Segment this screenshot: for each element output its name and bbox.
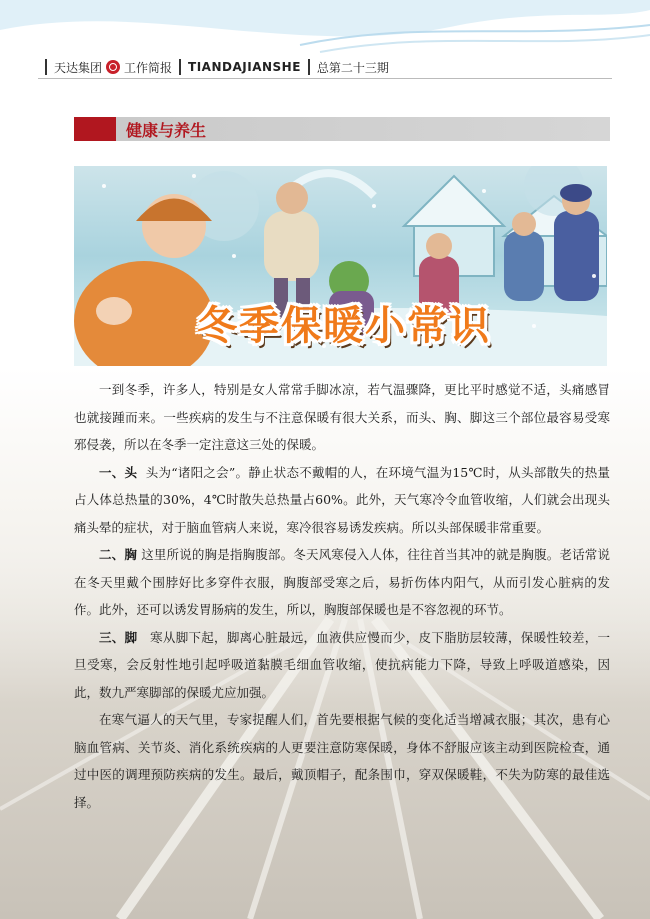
- section-accent-block: [74, 117, 116, 141]
- foot-label: 三、脚: [99, 629, 138, 645]
- company-logo-icon: [106, 60, 120, 74]
- chest-label: 二、胸: [99, 547, 138, 562]
- chest-text: 这里所说的胸是指胸腹部。冬天风寒侵入人体，往往首当其冲的就是胸腹。老话常说在冬天里戴个围脖好比多穿件衣服，胸腹部受寒之后，易折伤体内阳气，从而引发心脏病的发作。此外，还可以诱发胃肠病的发生，所以，胸腹部保暖也是不容忽视的环节。: [74, 547, 610, 617]
- issue-number: 总第二十三期: [316, 60, 389, 75]
- latin-name: TIANDAJIANSHE: [188, 60, 301, 74]
- header-divider: [45, 59, 47, 75]
- header-divider: [308, 59, 310, 75]
- closing-paragraph: 在寒气逼人的天气里，专家提醒人们，首先要根据气候的变化适当增减衣服；其次，患有心脑血管病、关节炎、消化系统疾病的人更要注意防寒保暖，身体不舒服应该主动到医院检查，通过中医的调理预防疾病的发生。最后，戴顶帽子，配条围巾，穿双保暖鞋，不失为防寒的最佳选择。: [74, 712, 610, 810]
- winter-illustration: [74, 166, 607, 366]
- section-title: 健康与养生: [126, 120, 207, 140]
- section-title-bar: [74, 117, 610, 141]
- company-name: 天达集团: [54, 60, 103, 75]
- head-text: 头为“诸阳之会”。静止状态不戴帽的人，在环境气温为15℃时，从头部散失的热量占人体总热量的30%，4℃时散失总热量占60%。此外，天气寒冷令血管收缩，人们就会出现头痛头晕的症状，对于脑血管病人来说，寒冷很容易诱发疾病。所以头部保暖非常重要。: [74, 464, 610, 535]
- foot-paragraph: [74, 624, 610, 707]
- head-paragraph: [74, 459, 610, 542]
- article-body: [74, 376, 610, 816]
- banner-title: 冬季保暖小常识: [197, 303, 491, 349]
- header-divider: [179, 59, 181, 75]
- newsletter-name: 工作简报: [124, 60, 173, 75]
- chest-paragraph: [74, 541, 610, 624]
- intro-paragraph: 一到冬季，许多人，特别是女人常常手脚冰凉，若气温骤降，更比平时感觉不适，头痛感冒也就接踵而来。一些疾病的发生与不注意保暖有很大关系，而头、胸、脚这三个部位最容易受寒邪侵袭，所以在冬季一定注意这三处的保暖。: [74, 382, 610, 452]
- header-rule: [38, 78, 612, 79]
- foot-text: 寒从脚下起，脚离心脏最远，血液供应慢而少，皮下脂肪层较薄，保暖性较差，一旦受寒，会反射性地引起呼吸道黏膜毛细血管收缩，使抗病能力下降，导致上呼吸道感染，因此，数九严寒脚部的保暖尤应加强。: [74, 629, 610, 700]
- page-header: [38, 58, 389, 76]
- head-label: 一、头: [99, 464, 138, 480]
